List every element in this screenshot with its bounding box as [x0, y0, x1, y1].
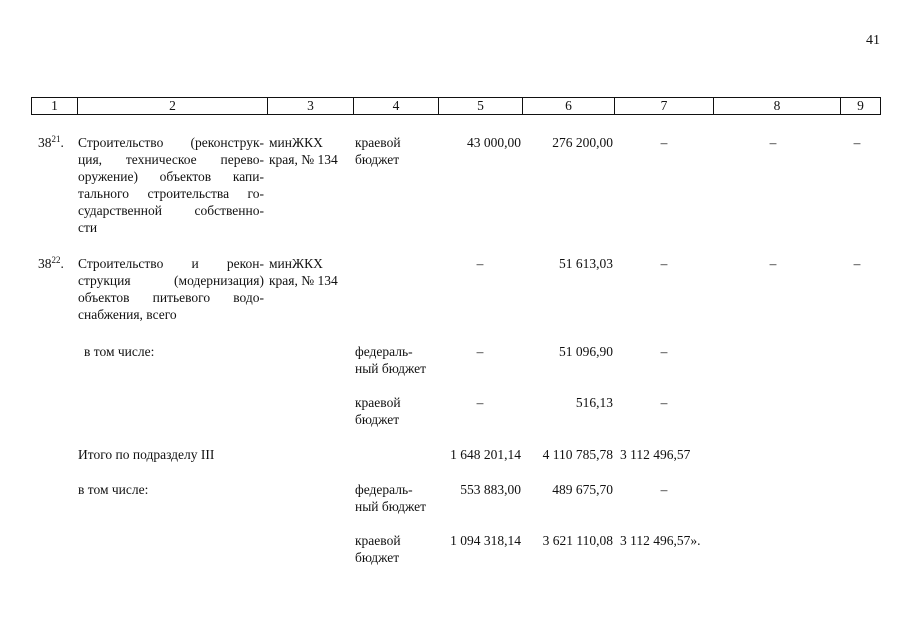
value-col8: – — [769, 135, 777, 150]
header-cell-7: 7 — [615, 98, 714, 114]
funding-source-line: бюджет — [355, 152, 400, 167]
value-col5: 1 094 318,14 — [450, 533, 521, 548]
funding-source-cell — [355, 532, 401, 566]
funding-source-line: ный бюджет — [355, 361, 427, 376]
executor-line: края, № 134 — [269, 273, 338, 288]
row-name-line: сти — [78, 220, 98, 235]
total-label: Итого по подразделу III — [78, 447, 215, 462]
value-col7: – — [660, 256, 668, 271]
row-name-cell — [78, 255, 264, 323]
value-col7: – — [660, 482, 668, 497]
funding-source-line: бюджет — [355, 412, 400, 427]
value-col5: – — [476, 344, 484, 359]
row-name-line: сударственной собственно- — [78, 203, 264, 218]
value-col7: – — [660, 395, 668, 410]
row-name-line: Строительство и рекон- — [78, 256, 264, 271]
value-col6: 276 200,00 — [552, 135, 613, 150]
value-col5: – — [476, 256, 484, 271]
row-name-cell — [78, 134, 264, 236]
subtotal-label: в том числе: — [78, 482, 149, 497]
value-col6: 3 621 110,08 — [542, 533, 613, 548]
value-col8: – — [769, 256, 777, 271]
header-cell-6: 6 — [523, 98, 615, 114]
row-number — [38, 134, 64, 151]
subtotal-label: в том числе: — [84, 344, 155, 359]
value-col5: 1 648 201,14 — [450, 447, 521, 462]
value-col9: – — [853, 256, 861, 271]
value-col9: – — [853, 135, 861, 150]
row-number-superscript: 21 — [51, 134, 61, 144]
funding-source-line: краевой — [355, 135, 401, 150]
header-cell-3: 3 — [268, 98, 354, 114]
row-name-line: оружение) объектов капи- — [78, 169, 264, 184]
header-cell-9: 9 — [857, 98, 864, 113]
funding-source-cell — [355, 394, 401, 428]
value-col6: 516,13 — [575, 395, 613, 410]
row-name-line: ция, техническое перево- — [78, 152, 264, 167]
executor-line: минЖКХ — [269, 135, 323, 150]
funding-source-line: федераль- — [355, 344, 413, 359]
row-number-suffix: . — [60, 135, 64, 150]
value-col6: 489 675,70 — [552, 482, 613, 497]
funding-source-cell — [355, 343, 426, 377]
value-col5: 553 883,00 — [460, 482, 521, 497]
value-col5: 43 000,00 — [467, 135, 521, 150]
header-cell-8: 8 — [714, 98, 841, 114]
funding-source-line: краевой — [355, 395, 401, 410]
value-col7: 3 112 496,57». — [620, 533, 701, 548]
funding-source-cell — [355, 134, 401, 168]
funding-source-line: ный бюджет — [355, 499, 427, 514]
row-number — [38, 255, 64, 272]
row-name-line: струкция (модернизация) — [78, 273, 264, 288]
row-name-line: объектов питьевого водо- — [78, 290, 264, 305]
funding-source-line: федераль- — [355, 482, 413, 497]
row-name-line: Строительство (реконструк- — [78, 135, 264, 150]
value-col7: – — [660, 344, 668, 359]
value-col5: – — [476, 395, 484, 410]
page-number: 41 — [866, 33, 880, 48]
row-name-line: снабжения, всего — [78, 307, 177, 322]
executor-cell — [269, 255, 338, 289]
value-col7: 3 112 496,57 — [620, 447, 691, 462]
row-number-base: 38 — [38, 135, 52, 150]
row-number-suffix: . — [60, 256, 64, 271]
header-cell-1: 1 — [32, 98, 78, 114]
row-number-base: 38 — [38, 256, 52, 271]
executor-line: края, № 134 — [269, 152, 338, 167]
header-cell-4: 4 — [354, 98, 439, 114]
row-name-line: тального строительства го- — [78, 186, 264, 201]
value-col6: 51 613,03 — [559, 256, 613, 271]
value-col7: – — [660, 135, 668, 150]
funding-source-line: бюджет — [355, 550, 400, 565]
row-number-superscript: 22 — [51, 255, 61, 265]
table-header-row — [31, 97, 881, 115]
header-cell-5: 5 — [439, 98, 523, 114]
funding-source-cell — [355, 481, 426, 515]
value-col6: 51 096,90 — [559, 344, 613, 359]
executor-line: минЖКХ — [269, 256, 323, 271]
value-col6: 4 110 785,78 — [542, 447, 613, 462]
executor-cell — [269, 134, 338, 168]
funding-source-line: краевой — [355, 533, 401, 548]
header-cell-2: 2 — [78, 98, 268, 114]
